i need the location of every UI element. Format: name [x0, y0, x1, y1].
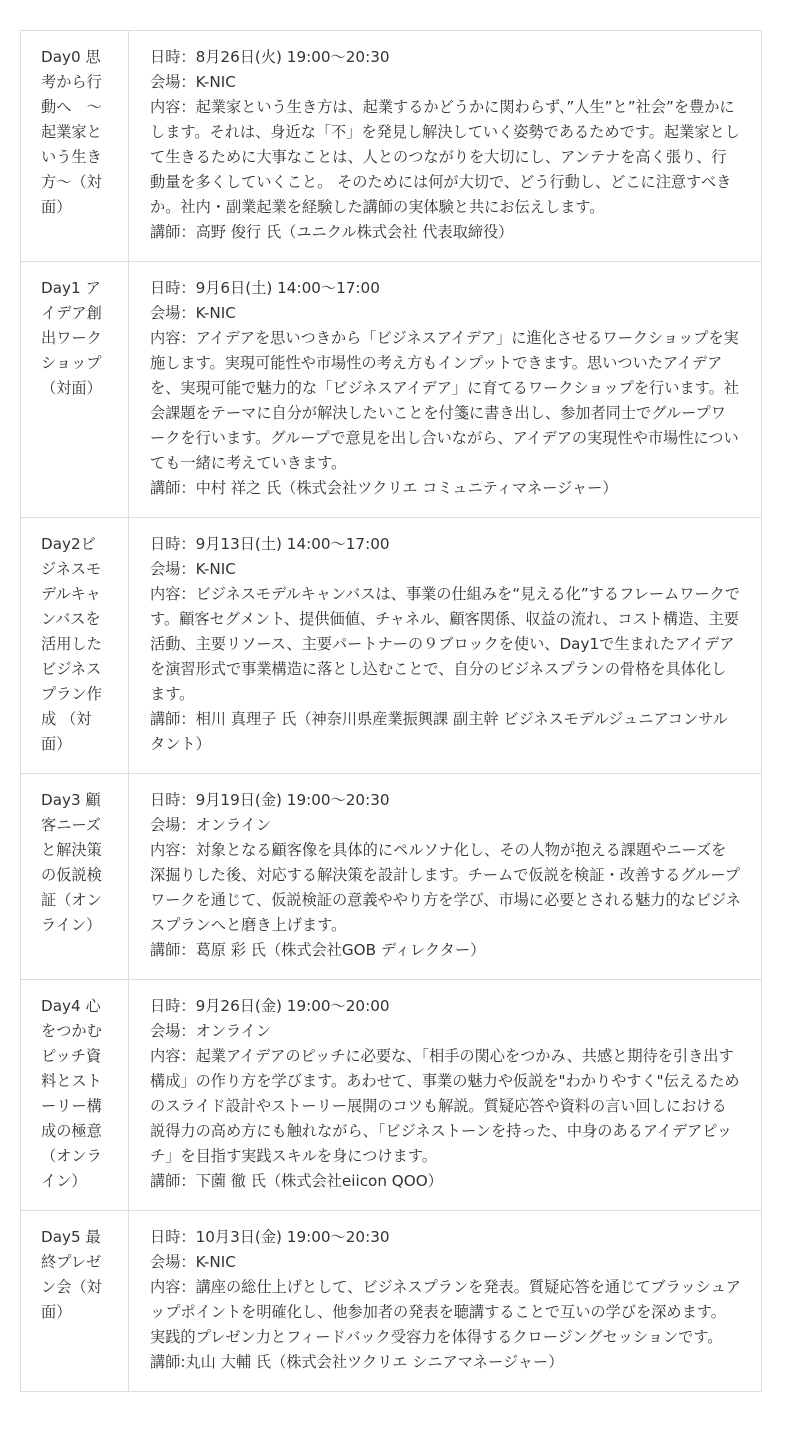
session-venue: 会場：K-NIC: [150, 1253, 236, 1271]
session-title: Day5 最終プレゼン会（対面）: [21, 1211, 129, 1392]
table-row: [21, 1211, 762, 1392]
session-lecturer: 講師：高野 俊行 氏（ユニクル株式会社 代表取締役）: [150, 223, 514, 241]
session-detail: [129, 518, 762, 774]
session-content: 内容：ビジネスモデルキャンバスは、事業の仕組みを“見える化”するフレームワークです。顧客セグメント、提供価値、チャネル、顧客関係、収益の流れ、コスト構造、主要活動、主要リソース、主要パートナーの９ブロックを使い、Day1で生まれたアイデアを演習形式で事業構造に落とし込むことで、自分のビジネスプランの骨格を具体化します。: [150, 585, 740, 703]
session-detail: [129, 31, 762, 262]
session-title: Day4 心をつかむピッチ資料とストーリー構成の極意（オンライン）: [21, 980, 129, 1211]
session-venue: 会場：オンライン: [150, 816, 272, 834]
session-detail: [129, 980, 762, 1211]
table-row: [21, 518, 762, 774]
table-row: [21, 31, 762, 262]
session-lecturer: 講師：相川 真理子 氏（神奈川県産業振興課 副主幹 ビジネスモデルジュニアコンサルタント）: [150, 710, 728, 753]
table-row: [21, 980, 762, 1211]
schedule-table: [20, 30, 762, 1392]
session-datetime: 日時：9月26日(金) 19:00〜20:00: [150, 997, 390, 1015]
session-datetime: 日時：8月26日(火) 19:00〜20:30: [150, 48, 390, 66]
session-content: 内容：講座の総仕上げとして、ビジネスプランを発表。質疑応答を通じてブラッシュアップポイントを明確化し、他参加者の発表を聴講することで互いの学びを深めます。実践的プレゼン力とフィードバック受容力を体得するクロージングセッションです。: [150, 1278, 741, 1346]
session-title: Day1 アイデア創出ワークショップ（対面）: [21, 262, 129, 518]
session-venue: 会場：K-NIC: [150, 304, 236, 322]
session-venue: 会場：K-NIC: [150, 73, 236, 91]
schedule-container: [20, 30, 762, 1392]
session-title: Day0 思考から行動へ 〜起業家という生き方〜（対面）: [21, 31, 129, 262]
table-row: [21, 262, 762, 518]
session-lecturer: 講師：葛原 彩 氏（株式会社GOB ディレクター）: [150, 941, 486, 959]
session-content: 内容：アイデアを思いつきから「ビジネスアイデア」に進化させるワークショップを実施します。実現可能性や市場性の考え方もインプットできます。思いついたアイデアを、実現可能で魅力的な「ビジネスアイデア」に育てるワークショップを行います。社会課題をテーマに自分が解決したいことを付箋に書き出し、参加者同士でグループワークを行います。グループで意見を出し合いながら、アイデアの実現性や市場性についても一緒に考えていきます。: [150, 329, 739, 472]
session-datetime: 日時：9月13日(土) 14:00〜17:00: [150, 535, 390, 553]
session-content: 内容：起業アイデアのピッチに必要な、「相手の関心をつかみ、共感と期待を引き出す構成」の作り方を学びます。あわせて、事業の魅力や仮説を"わかりやすく"伝えるためのスライド設計やストーリー展開のコツも解説。質疑応答や資料の言い回しにおける説得力の高め方にも触れながら、「ビジネストーンを持った、中身のあるアイデアピッチ」を目指す実践スキルを身につけます。: [150, 1047, 740, 1165]
session-datetime: 日時：9月19日(金) 19:00〜20:30: [150, 791, 390, 809]
session-title: Day2ビジネスモデルキャンバスを活用したビジネスプラン作成 （対面）: [21, 518, 129, 774]
session-venue: 会場：オンライン: [150, 1022, 272, 1040]
session-venue: 会場：K-NIC: [150, 560, 236, 578]
session-title: Day3 顧客ニーズと解決策の仮説検証（オンライン）: [21, 774, 129, 980]
session-lecturer: 講師：下薗 徹 氏（株式会社eiicon QOO）: [150, 1172, 443, 1190]
session-detail: [129, 1211, 762, 1392]
session-datetime: 日時：9月6日(土) 14:00〜17:00: [150, 279, 380, 297]
session-detail: [129, 774, 762, 980]
session-content: 内容：対象となる顧客像を具体的にペルソナ化し、その人物が抱える課題やニーズを深掘りした後、対応する解決策を設計します。チームで仮説を検証・改善するグループワークを通じて、仮説検証の意義ややり方を学び、市場に必要とされる魅力的なビジネスプランへと磨き上げます。: [150, 841, 741, 934]
session-datetime: 日時：10月3日(金) 19:00〜20:30: [150, 1228, 390, 1246]
session-detail: [129, 262, 762, 518]
session-content: 内容：起業家という生き方は、起業するかどうかに関わらず、”人生”と”社会”を豊かにします。それは、身近な「不」を発見し解決していく姿勢であるためです。起業家として生きるために大事なことは、人とのつながりを大切にし、アンテナを高く張り、行動量を多くしていくこと。 そのためには何が大切で、どう行動し、どこに注意すべきか。社内・副業起業を経験した講師の実体験と共にお伝えします。: [150, 98, 740, 216]
table-row: [21, 774, 762, 980]
session-lecturer: 講師：中村 祥之 氏（株式会社ツクリエ コミュニティマネージャー）: [150, 479, 618, 497]
session-lecturer: 講師:丸山 大輔 氏（株式会社ツクリエ シニアマネージャー）: [150, 1353, 564, 1371]
